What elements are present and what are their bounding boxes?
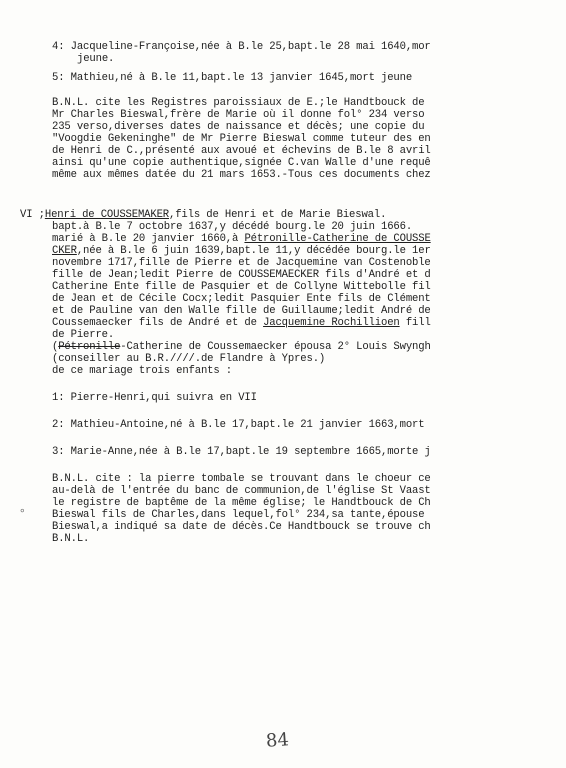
- remarriage-line: (conseiller au B.R.////.de Flandre à Ypres.): [52, 353, 326, 365]
- ancestry-line: Catherine Ente fille de Pasquier et de Collyne Wittebolle fil: [52, 281, 431, 293]
- baptism-line: bapt.à B.le 7 octobre 1637,y décédé bourg.le 20 juin 1666.: [52, 221, 413, 233]
- source-note-line: même aux mêmes datée du 21 mars 1653.-Tous ces documents chez: [52, 169, 431, 181]
- source-note-line: 235 verso,diverses dates de naissance et décès; une copie du: [52, 121, 425, 133]
- child-entry-4-cont: jeune.: [77, 53, 115, 65]
- ancestry-line: Coussemaecker fils de André et de Jacquemine Rochillioen fill: [52, 317, 431, 329]
- remarriage-line: (Pétronille-Catherine de Coussemaecker épousa 2° Louis Swyngh: [52, 341, 431, 353]
- child-entry-1: 1: Pierre-Henri,qui suivra en VII: [52, 392, 257, 404]
- source-note-line: ainsi qu'une copie authentique,signée C.van Walle d'une requê: [52, 157, 431, 169]
- source-note-line: de Henri de C.,présenté aux avoué et échevins de B.le 8 avril: [52, 145, 431, 157]
- source-note-line: Bieswal,a indiqué sa date de décès.Ce Handtbouck se trouve ch: [52, 521, 431, 533]
- child-entry-3: 3: Marie-Anne,née à B.le 17,bapt.le 19 septembre 1665,morte j: [52, 446, 431, 458]
- struck-text: Pétronille: [58, 341, 121, 353]
- spouse-line: CKER,née à B.le 6 juin 1639,bapt.le 11,y décédée bourg.le 1er: [52, 245, 431, 257]
- source-note-line: B.N.L. cite : la pierre tombale se trouvant dans le choeur ce: [52, 473, 431, 485]
- source-note-line: le registre de baptême de la même église; le Handtbouck de Ch: [52, 497, 431, 509]
- ancestry-line: de Jean et de Cécile Cocx;ledit Pasquier Ente fils de Clément: [52, 293, 431, 305]
- child-entry-2: 2: Mathieu-Antoine,né à B.le 17,bapt.le 21 janvier 1663,mort: [52, 419, 425, 431]
- source-note-line: B.N.L.: [52, 533, 90, 545]
- source-note-line: Mr Charles Bieswal,frère de Marie où il donne fol° 234 verso: [52, 109, 425, 121]
- source-note-line: Bieswal fils de Charles,dans lequel,fol° 234,sa tante,épouse: [52, 509, 425, 521]
- source-note-line: au-delà de l'entrée du banc de communion,de l'église St Vaast: [52, 485, 431, 497]
- ancestry-line: de Pierre.: [52, 329, 115, 341]
- person-name: Henri de COUSSEMAKER: [44, 209, 170, 221]
- spouse-name-cont: CKER: [52, 245, 77, 257]
- ancestry-line: fille de Jean;ledit Pierre de COUSSEMAECKER fils d'André et d: [52, 269, 431, 281]
- source-note-line: "Voogdie Gekeninghe" de Mr Pierre Bieswal comme tuteur des en: [52, 133, 431, 145]
- ancestor-name: Jacquemine Rochillioen: [263, 317, 400, 329]
- ancestry-line: et de Pauline van den Walle fille de Guillaume;ledit André de: [52, 305, 431, 317]
- spouse-name: Pétronille-Catherine de COUSSE: [244, 233, 431, 245]
- generation-number: VI: [20, 209, 33, 221]
- child-entry-5: 5: Mathieu,né à B.le 11,bapt.le 13 janvier 1645,mort jeune: [52, 72, 413, 84]
- generation-heading: VI ;Henri de COUSSEMAKER,fils de Henri et de Marie Bieswal.: [20, 209, 387, 221]
- marriage-line: marié à B.le 20 janvier 1660,à Pétronille-Catherine de COUSSE: [52, 233, 431, 245]
- ancestry-line: novembre 1717,fille de Pierre et de Jacquemine van Costenoble: [52, 257, 431, 269]
- source-note-line: B.N.L. cite les Registres paroissiaux de E.;le Handtbouck de: [52, 97, 425, 109]
- page-number: 84: [265, 729, 290, 752]
- binding-mark: ∘: [19, 506, 26, 518]
- child-entry-4: 4: Jacqueline-Françoise,née à B.le 25,bapt.le 28 mai 1640,mor: [52, 41, 431, 53]
- children-intro: de ce mariage trois enfants :: [52, 365, 233, 377]
